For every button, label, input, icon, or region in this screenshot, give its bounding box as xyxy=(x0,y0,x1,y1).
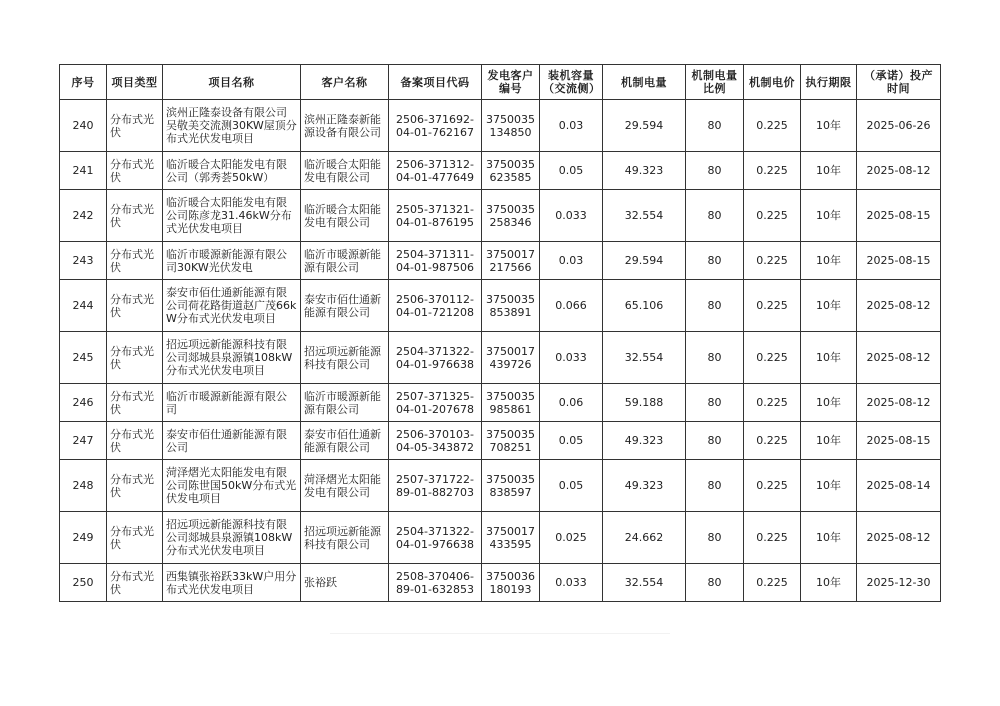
row-date: 2025-12-30 xyxy=(857,564,941,602)
row-account: 3750035838597 xyxy=(482,460,540,512)
row-ratio: 80 xyxy=(686,242,744,280)
header-energy: 机制电量 xyxy=(603,65,686,100)
row-ratio: 80 xyxy=(686,332,744,384)
row-date: 2025-08-12 xyxy=(857,152,941,190)
row-date: 2025-08-14 xyxy=(857,460,941,512)
table-row xyxy=(60,384,941,422)
row-customer: 临沂暖合太阳能发电有限公司 xyxy=(301,152,389,190)
row-customer: 招远项远新能源科技有限公司 xyxy=(301,512,389,564)
row-term: 10年 xyxy=(801,152,857,190)
row-account: 3750017217566 xyxy=(482,242,540,280)
header-customer: 客户名称 xyxy=(301,65,389,100)
row-term: 10年 xyxy=(801,422,857,460)
row-date: 2025-08-12 xyxy=(857,384,941,422)
row-account: 3750036180193 xyxy=(482,564,540,602)
row-ratio: 80 xyxy=(686,280,744,332)
row-term: 10年 xyxy=(801,384,857,422)
row-type: 分布式光伏 xyxy=(107,564,163,602)
row-capacity: 0.05 xyxy=(540,460,603,512)
row-customer: 临沂市暖源新能源有限公司 xyxy=(301,242,389,280)
row-term: 10年 xyxy=(801,512,857,564)
row-energy: 24.662 xyxy=(603,512,686,564)
header-date: （承诺）投产时间 xyxy=(857,65,941,100)
row-type: 分布式光伏 xyxy=(107,512,163,564)
header-term: 执行期限 xyxy=(801,65,857,100)
project-table xyxy=(59,64,941,602)
row-account: 3750017439726 xyxy=(482,332,540,384)
row-price: 0.225 xyxy=(744,332,801,384)
row-energy: 65.106 xyxy=(603,280,686,332)
row-code: 2506-371312-04-01-477649 xyxy=(389,152,482,190)
row-type: 分布式光伏 xyxy=(107,460,163,512)
row-no: 243 xyxy=(60,242,107,280)
row-project-name: 西集镇张裕跃33kW户用分布式光伏发电项目 xyxy=(163,564,301,602)
row-energy: 32.554 xyxy=(603,332,686,384)
row-type: 分布式光伏 xyxy=(107,152,163,190)
header-account: 发电客户编号 xyxy=(482,65,540,100)
row-term: 10年 xyxy=(801,100,857,152)
row-ratio: 80 xyxy=(686,100,744,152)
header-type: 项目类型 xyxy=(107,65,163,100)
row-ratio: 80 xyxy=(686,384,744,422)
row-date: 2025-08-15 xyxy=(857,422,941,460)
row-code: 2504-371322-04-01-976638 xyxy=(389,512,482,564)
header-price: 机制电价 xyxy=(744,65,801,100)
row-energy: 59.188 xyxy=(603,384,686,422)
row-customer: 泰安市佰仕通新能源有限公司 xyxy=(301,280,389,332)
row-capacity: 0.03 xyxy=(540,242,603,280)
table-row xyxy=(60,190,941,242)
row-price: 0.225 xyxy=(744,152,801,190)
row-no: 241 xyxy=(60,152,107,190)
row-term: 10年 xyxy=(801,242,857,280)
document-page xyxy=(59,64,940,602)
row-energy: 49.323 xyxy=(603,460,686,512)
row-code: 2507-371722-89-01-882703 xyxy=(389,460,482,512)
row-code: 2507-371325-04-01-207678 xyxy=(389,384,482,422)
row-date: 2025-06-26 xyxy=(857,100,941,152)
table-row xyxy=(60,422,941,460)
row-code: 2508-370406-89-01-632853 xyxy=(389,564,482,602)
row-capacity: 0.033 xyxy=(540,190,603,242)
row-account: 3750035985861 xyxy=(482,384,540,422)
row-ratio: 80 xyxy=(686,564,744,602)
row-customer: 滨州正隆泰新能源设备有限公司 xyxy=(301,100,389,152)
row-customer: 临沂市暖源新能源有限公司 xyxy=(301,384,389,422)
table-row xyxy=(60,152,941,190)
row-date: 2025-08-12 xyxy=(857,332,941,384)
row-energy: 32.554 xyxy=(603,564,686,602)
row-energy: 29.594 xyxy=(603,100,686,152)
row-capacity: 0.06 xyxy=(540,384,603,422)
row-price: 0.225 xyxy=(744,242,801,280)
row-customer: 菏泽熠光太阳能发电有限公司 xyxy=(301,460,389,512)
row-term: 10年 xyxy=(801,190,857,242)
row-capacity: 0.05 xyxy=(540,422,603,460)
row-ratio: 80 xyxy=(686,190,744,242)
row-term: 10年 xyxy=(801,564,857,602)
row-account: 3750035708251 xyxy=(482,422,540,460)
row-price: 0.225 xyxy=(744,460,801,512)
row-project-name: 临沂暖合太阳能发电有限公司陈彦龙31.46kW分布式光伏发电项目 xyxy=(163,190,301,242)
row-no: 247 xyxy=(60,422,107,460)
row-capacity: 0.03 xyxy=(540,100,603,152)
row-no: 249 xyxy=(60,512,107,564)
row-code: 2504-371322-04-01-976638 xyxy=(389,332,482,384)
row-price: 0.225 xyxy=(744,100,801,152)
row-ratio: 80 xyxy=(686,460,744,512)
row-price: 0.225 xyxy=(744,564,801,602)
header-code: 备案项目代码 xyxy=(389,65,482,100)
row-account: 3750035258346 xyxy=(482,190,540,242)
row-type: 分布式光伏 xyxy=(107,242,163,280)
row-customer: 泰安市佰仕通新能源有限公司 xyxy=(301,422,389,460)
row-no: 248 xyxy=(60,460,107,512)
row-project-name: 招远项远新能源科技有限公司郯城县泉源镇108kW分布式光伏发电项目 xyxy=(163,332,301,384)
row-capacity: 0.033 xyxy=(540,564,603,602)
row-ratio: 80 xyxy=(686,152,744,190)
row-capacity: 0.066 xyxy=(540,280,603,332)
row-customer: 临沂暖合太阳能发电有限公司 xyxy=(301,190,389,242)
header-no: 序号 xyxy=(60,65,107,100)
row-type: 分布式光伏 xyxy=(107,332,163,384)
row-project-name: 招远项远新能源科技有限公司郯城县泉源镇108kW分布式光伏发电项目 xyxy=(163,512,301,564)
row-ratio: 80 xyxy=(686,422,744,460)
row-term: 10年 xyxy=(801,460,857,512)
table-row xyxy=(60,242,941,280)
row-type: 分布式光伏 xyxy=(107,190,163,242)
row-project-name: 临沂暖合太阳能发电有限公司（郭秀荟50kW） xyxy=(163,152,301,190)
row-no: 242 xyxy=(60,190,107,242)
row-customer: 招远项远新能源科技有限公司 xyxy=(301,332,389,384)
row-price: 0.225 xyxy=(744,280,801,332)
row-term: 10年 xyxy=(801,280,857,332)
row-date: 2025-08-12 xyxy=(857,512,941,564)
row-date: 2025-08-15 xyxy=(857,190,941,242)
header-name: 项目名称 xyxy=(163,65,301,100)
row-ratio: 80 xyxy=(686,512,744,564)
row-term: 10年 xyxy=(801,332,857,384)
table-row xyxy=(60,100,941,152)
table-row xyxy=(60,564,941,602)
row-code: 2506-370112-04-01-721208 xyxy=(389,280,482,332)
header-capacity: 装机容量（交流侧） xyxy=(540,65,603,100)
row-no: 245 xyxy=(60,332,107,384)
row-energy: 29.594 xyxy=(603,242,686,280)
row-type: 分布式光伏 xyxy=(107,384,163,422)
row-price: 0.225 xyxy=(744,190,801,242)
table-row xyxy=(60,460,941,512)
table-row xyxy=(60,512,941,564)
row-price: 0.225 xyxy=(744,512,801,564)
row-project-name: 临沂市暖源新能源有限公司 xyxy=(163,384,301,422)
row-project-name: 菏泽熠光太阳能发电有限公司陈世国50kW分布式光伏发电项目 xyxy=(163,460,301,512)
row-project-name: 滨州正隆泰设备有限公司吴敬美交流测30KW屋顶分布式光伏发电项目 xyxy=(163,100,301,152)
row-energy: 49.323 xyxy=(603,152,686,190)
row-capacity: 0.05 xyxy=(540,152,603,190)
row-code: 2506-370103-04-05-343872 xyxy=(389,422,482,460)
row-energy: 32.554 xyxy=(603,190,686,242)
row-code: 2505-371321-04-01-876195 xyxy=(389,190,482,242)
row-project-name: 泰安市佰仕通新能源有限公司 xyxy=(163,422,301,460)
row-date: 2025-08-15 xyxy=(857,242,941,280)
row-no: 246 xyxy=(60,384,107,422)
row-no: 244 xyxy=(60,280,107,332)
row-account: 3750035623585 xyxy=(482,152,540,190)
row-project-name: 泰安市佰仕通新能源有限公司荷花路街道赵广茂66kW分布式光伏发电项目 xyxy=(163,280,301,332)
row-type: 分布式光伏 xyxy=(107,422,163,460)
row-account: 3750035853891 xyxy=(482,280,540,332)
table-row xyxy=(60,332,941,384)
row-type: 分布式光伏 xyxy=(107,100,163,152)
row-capacity: 0.025 xyxy=(540,512,603,564)
row-code: 2504-371311-04-01-987506 xyxy=(389,242,482,280)
row-price: 0.225 xyxy=(744,422,801,460)
row-code: 2506-371692-04-01-762167 xyxy=(389,100,482,152)
row-account: 3750017433595 xyxy=(482,512,540,564)
row-no: 240 xyxy=(60,100,107,152)
row-energy: 49.323 xyxy=(603,422,686,460)
row-type: 分布式光伏 xyxy=(107,280,163,332)
row-project-name: 临沂市暖源新能源有限公司30KW光伏发电 xyxy=(163,242,301,280)
row-account: 3750035134850 xyxy=(482,100,540,152)
row-customer: 张裕跃 xyxy=(301,564,389,602)
header-ratio: 机制电量比例 xyxy=(686,65,744,100)
table-row xyxy=(60,280,941,332)
row-price: 0.225 xyxy=(744,384,801,422)
divider xyxy=(330,633,670,634)
row-no: 250 xyxy=(60,564,107,602)
row-capacity: 0.033 xyxy=(540,332,603,384)
row-date: 2025-08-12 xyxy=(857,280,941,332)
header-row xyxy=(60,65,941,100)
